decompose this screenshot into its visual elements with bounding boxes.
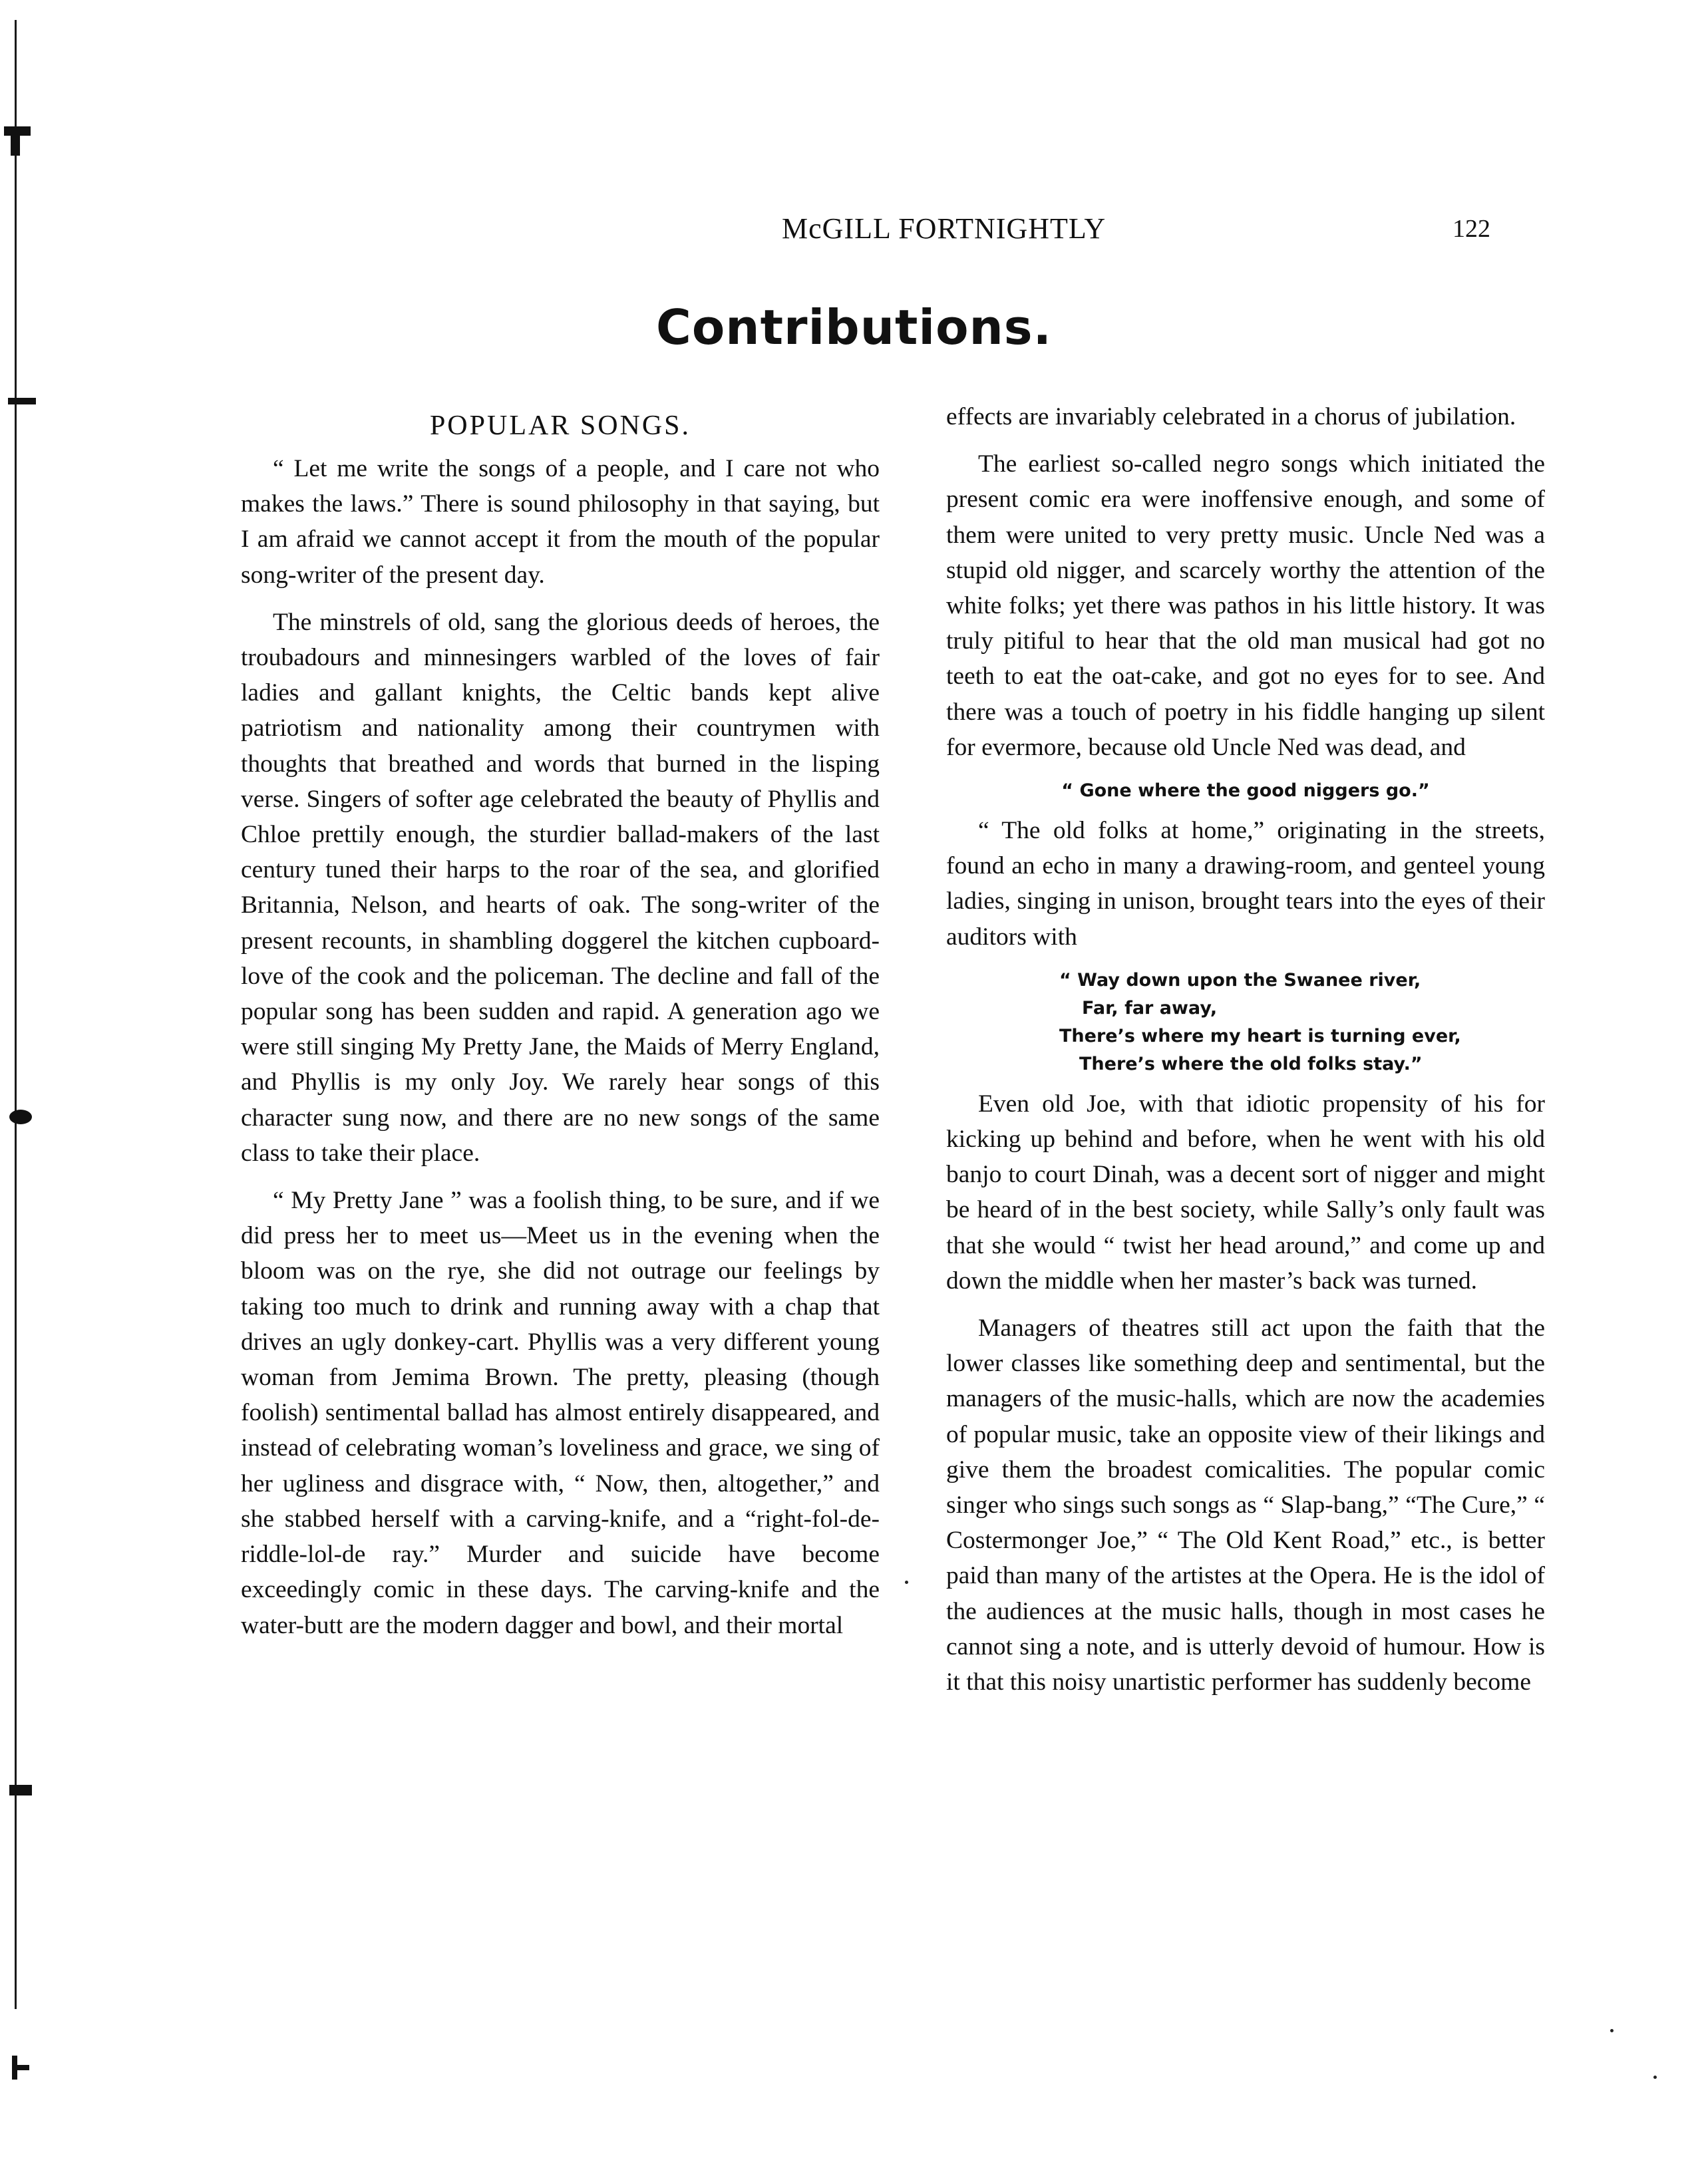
running-head: McGILL FORTNIGHTLY: [782, 212, 1107, 245]
verse-line: There’s where my heart is turning ever,: [1059, 1025, 1461, 1046]
left-column: [241, 406, 880, 1655]
paragraph: The earliest so-called negro songs which initiated the present comic era were inoffensive enough, and some of them were united to very pretty music. Uncle Ned was a stupid old nigger, and scarcely worthy the attention of the white folks; yet there was pathos in his little history. It was truly pitiful to hear that the old man musical had got no teeth to eat the oat-cake, and got no eyes for to see. And there was a touch of poetry in his fiddle hanging up silent for evermore, because old Uncle Ned was dead, and: [946, 450, 1545, 761]
paragraph: The minstrels of old, sang the glorious deeds of heroes, the troubadours and minnesingers warbled of the loves of fair ladies and gallant knights, the Celtic bands kept alive patriotism and nationality among their countrymen with thoughts that breathed and words that burned in the lisping verse. Singers of softer age celebrated the beauty of Phyllis and Chloe prettily enough, the sturdier ballad-makers of the last century tuned their harps to the roar of the sea, and glorified Britannia, Nelson, and hearts of oak. The song-writer of the present recounts, in shambling doggerel the kitchen cupboard-love of the cook and the policeman. The decline and fall of the popular song has been sudden and rapid. A generation ago we were still singing My Pretty Jane, the Maids of Merry England, and Phyllis is my only Joy. We rarely hear songs of this character sung now, and there are no new songs of the same class to take their place.: [241, 608, 880, 1167]
print-speck: [1653, 2076, 1657, 2079]
verse-line: “ Way down upon the Swanee river,: [1059, 969, 1421, 991]
paragraph: “ Let me write the songs of a people, and I care not who makes the laws.” There is sound philosophy in that saying, but I am afraid we cannot accept it from the mouth of the popular song-writer of the present day.: [241, 455, 880, 589]
print-speck: [1610, 2029, 1614, 2032]
paragraph: “ My Pretty Jane ” was a foolish thing, to be sure, and if we did press her to meet us—Meet us in the evening when the bloom was on the rye, she did not outrage our feelings by taking too much to drink and running away with a chap that drives an ugly donkey-cart. Phyllis was a very different young woman from Jemima Brown. The pretty, pleasing (though foolish) sentimental ballad has almost entirely disappeared, and instead of celebrating woman’s loveliness and grace, we sing of her ugliness and disgrace with, “ Now, then, altogether,” and she stabbed herself with a carving-knife, and a “right-fol-de-riddle-lol-de ray.” Murder and suicide have become exceedingly comic in these days. The carving-knife and the water-butt are the modern dagger and bowl, and their mortal: [241, 1187, 880, 1639]
verse-line: There’s where the old folks stay.”: [1079, 1053, 1423, 1074]
verse-line: “ Gone where the good niggers go.”: [1061, 780, 1430, 802]
binding-mark: [8, 398, 36, 404]
binding-mark: [9, 1110, 32, 1124]
verse-line: Far, far away,: [1082, 997, 1218, 1018]
binding-mark: [9, 1785, 32, 1795]
paragraph: effects are invariably celebrated in a chorus of jubilation.: [946, 403, 1516, 430]
article-title: POPULAR SONGS.: [429, 410, 691, 441]
paragraph: Managers of theatres still act upon the faith that the lower classes like something deep and sentimental, but the managers of the music-halls, which are now the academies of popular music, take an opposite view of their likings and give them the broadest comicalities. The popular comic singer who sings such songs as “ Slap-bang,” “The Cure,” “ Costermonger Joe,” “ The Old Kent Road,” etc., is better paid than many of the artistes at the Opera. He is the idol of the audiences at the music halls, though in most cases he cannot sing a note, and is utterly devoid of humour. How is it that this noisy unartistic performer has suddenly become: [946, 1315, 1545, 1696]
verse-quote: [946, 967, 1545, 1078]
paragraph: Even old Joe, with that idiotic propensity of his for kicking up behind and before, when he went with his old banjo to court Dinah, was a decent sort of nigger and might be heard of in the best society, while Sally’s only fault was that she would “ twist her head around,” and come up and down the middle when her master’s back was turned.: [946, 1090, 1545, 1295]
section-title: Contributions.: [656, 299, 1052, 355]
right-column: [946, 399, 1545, 1712]
binding-mark: [15, 2065, 29, 2070]
paragraph: “ The old folks at home,” originating in the streets, found an echo in many a drawing-room, and genteel young ladies, singing in unison, brought tears into the eyes of their auditors with: [946, 817, 1545, 951]
page-number: 122: [1452, 215, 1490, 243]
binding-mark: [11, 133, 20, 156]
verse-quote: [946, 777, 1545, 805]
print-speck: [905, 1581, 908, 1584]
